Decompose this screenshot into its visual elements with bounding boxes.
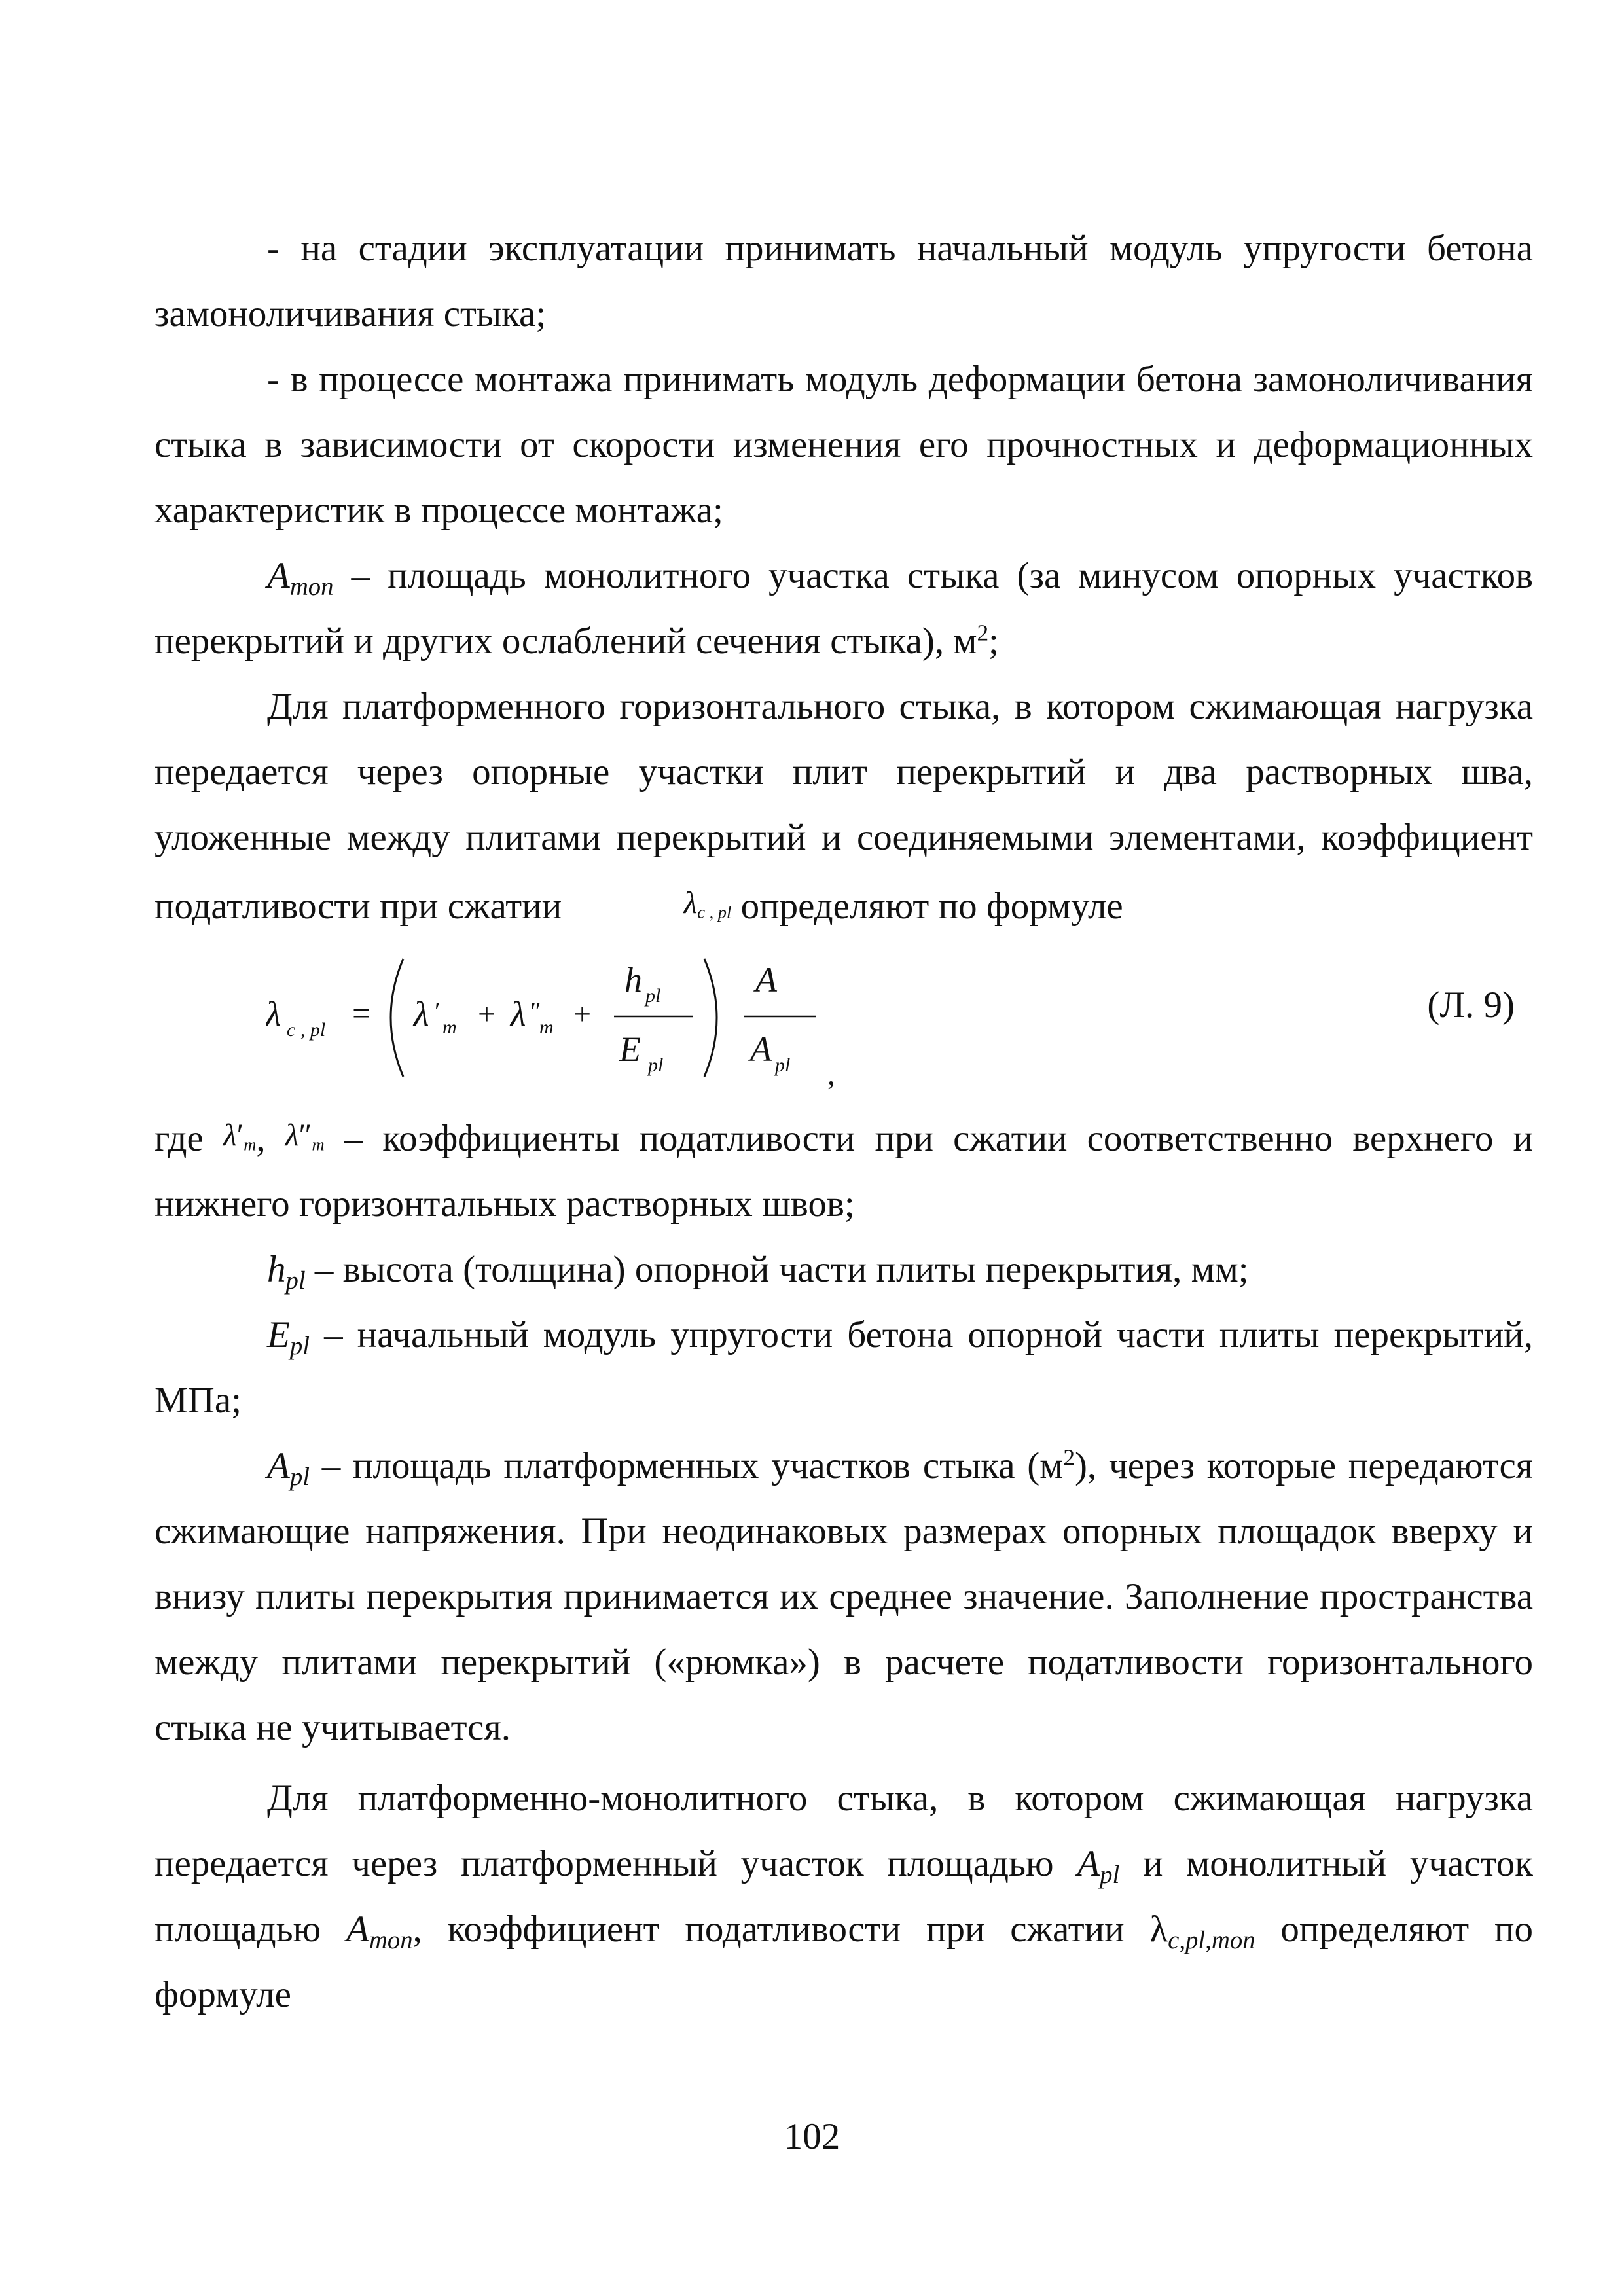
formula-lambda-2: λ: [511, 994, 526, 1033]
formula-lhs-sub: c , pl: [287, 1019, 326, 1041]
formula-E-sub: pl: [648, 1054, 664, 1076]
formula-expression: [266, 946, 907, 1090]
formula-m-1: m: [442, 1016, 457, 1038]
formula-A-den: A: [750, 1030, 772, 1069]
formula-prime-1: ′: [435, 997, 441, 1026]
formula-plus-1: +: [478, 997, 496, 1031]
formula-A-den-sub: pl: [775, 1054, 791, 1076]
formula-prime-2: ″: [530, 997, 541, 1026]
paragraph-where: где $\lambda'_m$, $\lambda''_m$ – коэффициенты податливости при сжатии соответственно верхнего и нижнего горизонтальных растворных швов;: [154, 1103, 1533, 1237]
paragraph-platform-monolithic: Для платформенно-монолитного стыка, в котором сжимающая нагрузка передается через платформенный участок площадью $A_{pl}$ и монолитный участок площадью $A_{mon}$, коэффициент податливости при сжатии $\lambda_{c,pl,mon}$ определяют по формуле: [154, 1778, 1533, 2015]
formula-E: E: [619, 1030, 641, 1069]
formula-right-paren: [704, 959, 717, 1077]
formula-l9: [154, 946, 1533, 1090]
formula-plus-2: +: [573, 997, 592, 1031]
paragraph-hpl: $h_{pl}$ – высота (толщина) опорной части плиты перекрытия, мм;: [267, 1249, 1249, 1295]
paragraph-amon: $A_{mon}$ – площадь монолитного участка стыка (за минусом опорных участков перекрытий и других ослаблений сечения стыка), $м^2$;: [154, 555, 1533, 662]
paragraph-1: - на стадии эксплуатации принимать начальный модуль упругости бетона замоноличивания стыка;: [154, 228, 1533, 334]
paragraph-apl: $A_{pl}$ – площадь платформенных участков стыка $(м^2)$, через которые передаются сжимающие напряжения. При неодинаковых размерах опорных площадок вверху и внизу плиты перекрытия принимается их среднее значение. Заполнение пространства между плитами перекрытий («рюмка») в расчете податливости горизонтального стыка не учитывается.: [154, 1444, 1533, 1748]
lambda-m-prime-inline: $\lambda'_m$: [223, 1118, 257, 1155]
formula-left-paren: [391, 959, 403, 1077]
paragraph-platform-joint: Для платформенного горизонтального стыка, в котором сжимающая нагрузка передается через опорные участки плит перекрытий и два растворных шва, уложенные между плитами перекрытий и соединяемыми элементами, коэффициент податливости при сжатии $\lambda_{c , pl}$ определяют по формуле: [154, 674, 1533, 939]
page-body: [154, 216, 1533, 2028]
lambda-c-pl-inline: $\lambda_{c , pl}$: [683, 886, 732, 922]
formula-comma: ,: [827, 1057, 835, 1090]
formula-A-num: A: [755, 960, 777, 999]
formula-h: h: [624, 960, 642, 999]
formula-lambda-1: λ: [414, 994, 429, 1033]
formula-equals: =: [352, 995, 371, 1031]
formula-h-sub: pl: [645, 985, 661, 1007]
page-number: 102: [784, 2116, 840, 2157]
paragraph-2: - в процессе монтажа принимать модуль деформации бетона замоноличивания стыка в зависимости от скорости изменения его прочностных и деформационных характеристик в процессе монтажа;: [154, 359, 1533, 531]
formula-number: (Л. 9): [1427, 984, 1515, 1026]
formula-m-2: m: [539, 1016, 554, 1038]
lambda-m-double-prime-inline: $\lambda''_m$: [285, 1118, 325, 1155]
formula-lhs-lambda: λ: [266, 994, 281, 1033]
paragraph-epl: $E_{pl}$ – начальный модуль упругости бетона опорной части плиты перекрытий, МПа;: [154, 1314, 1533, 1421]
